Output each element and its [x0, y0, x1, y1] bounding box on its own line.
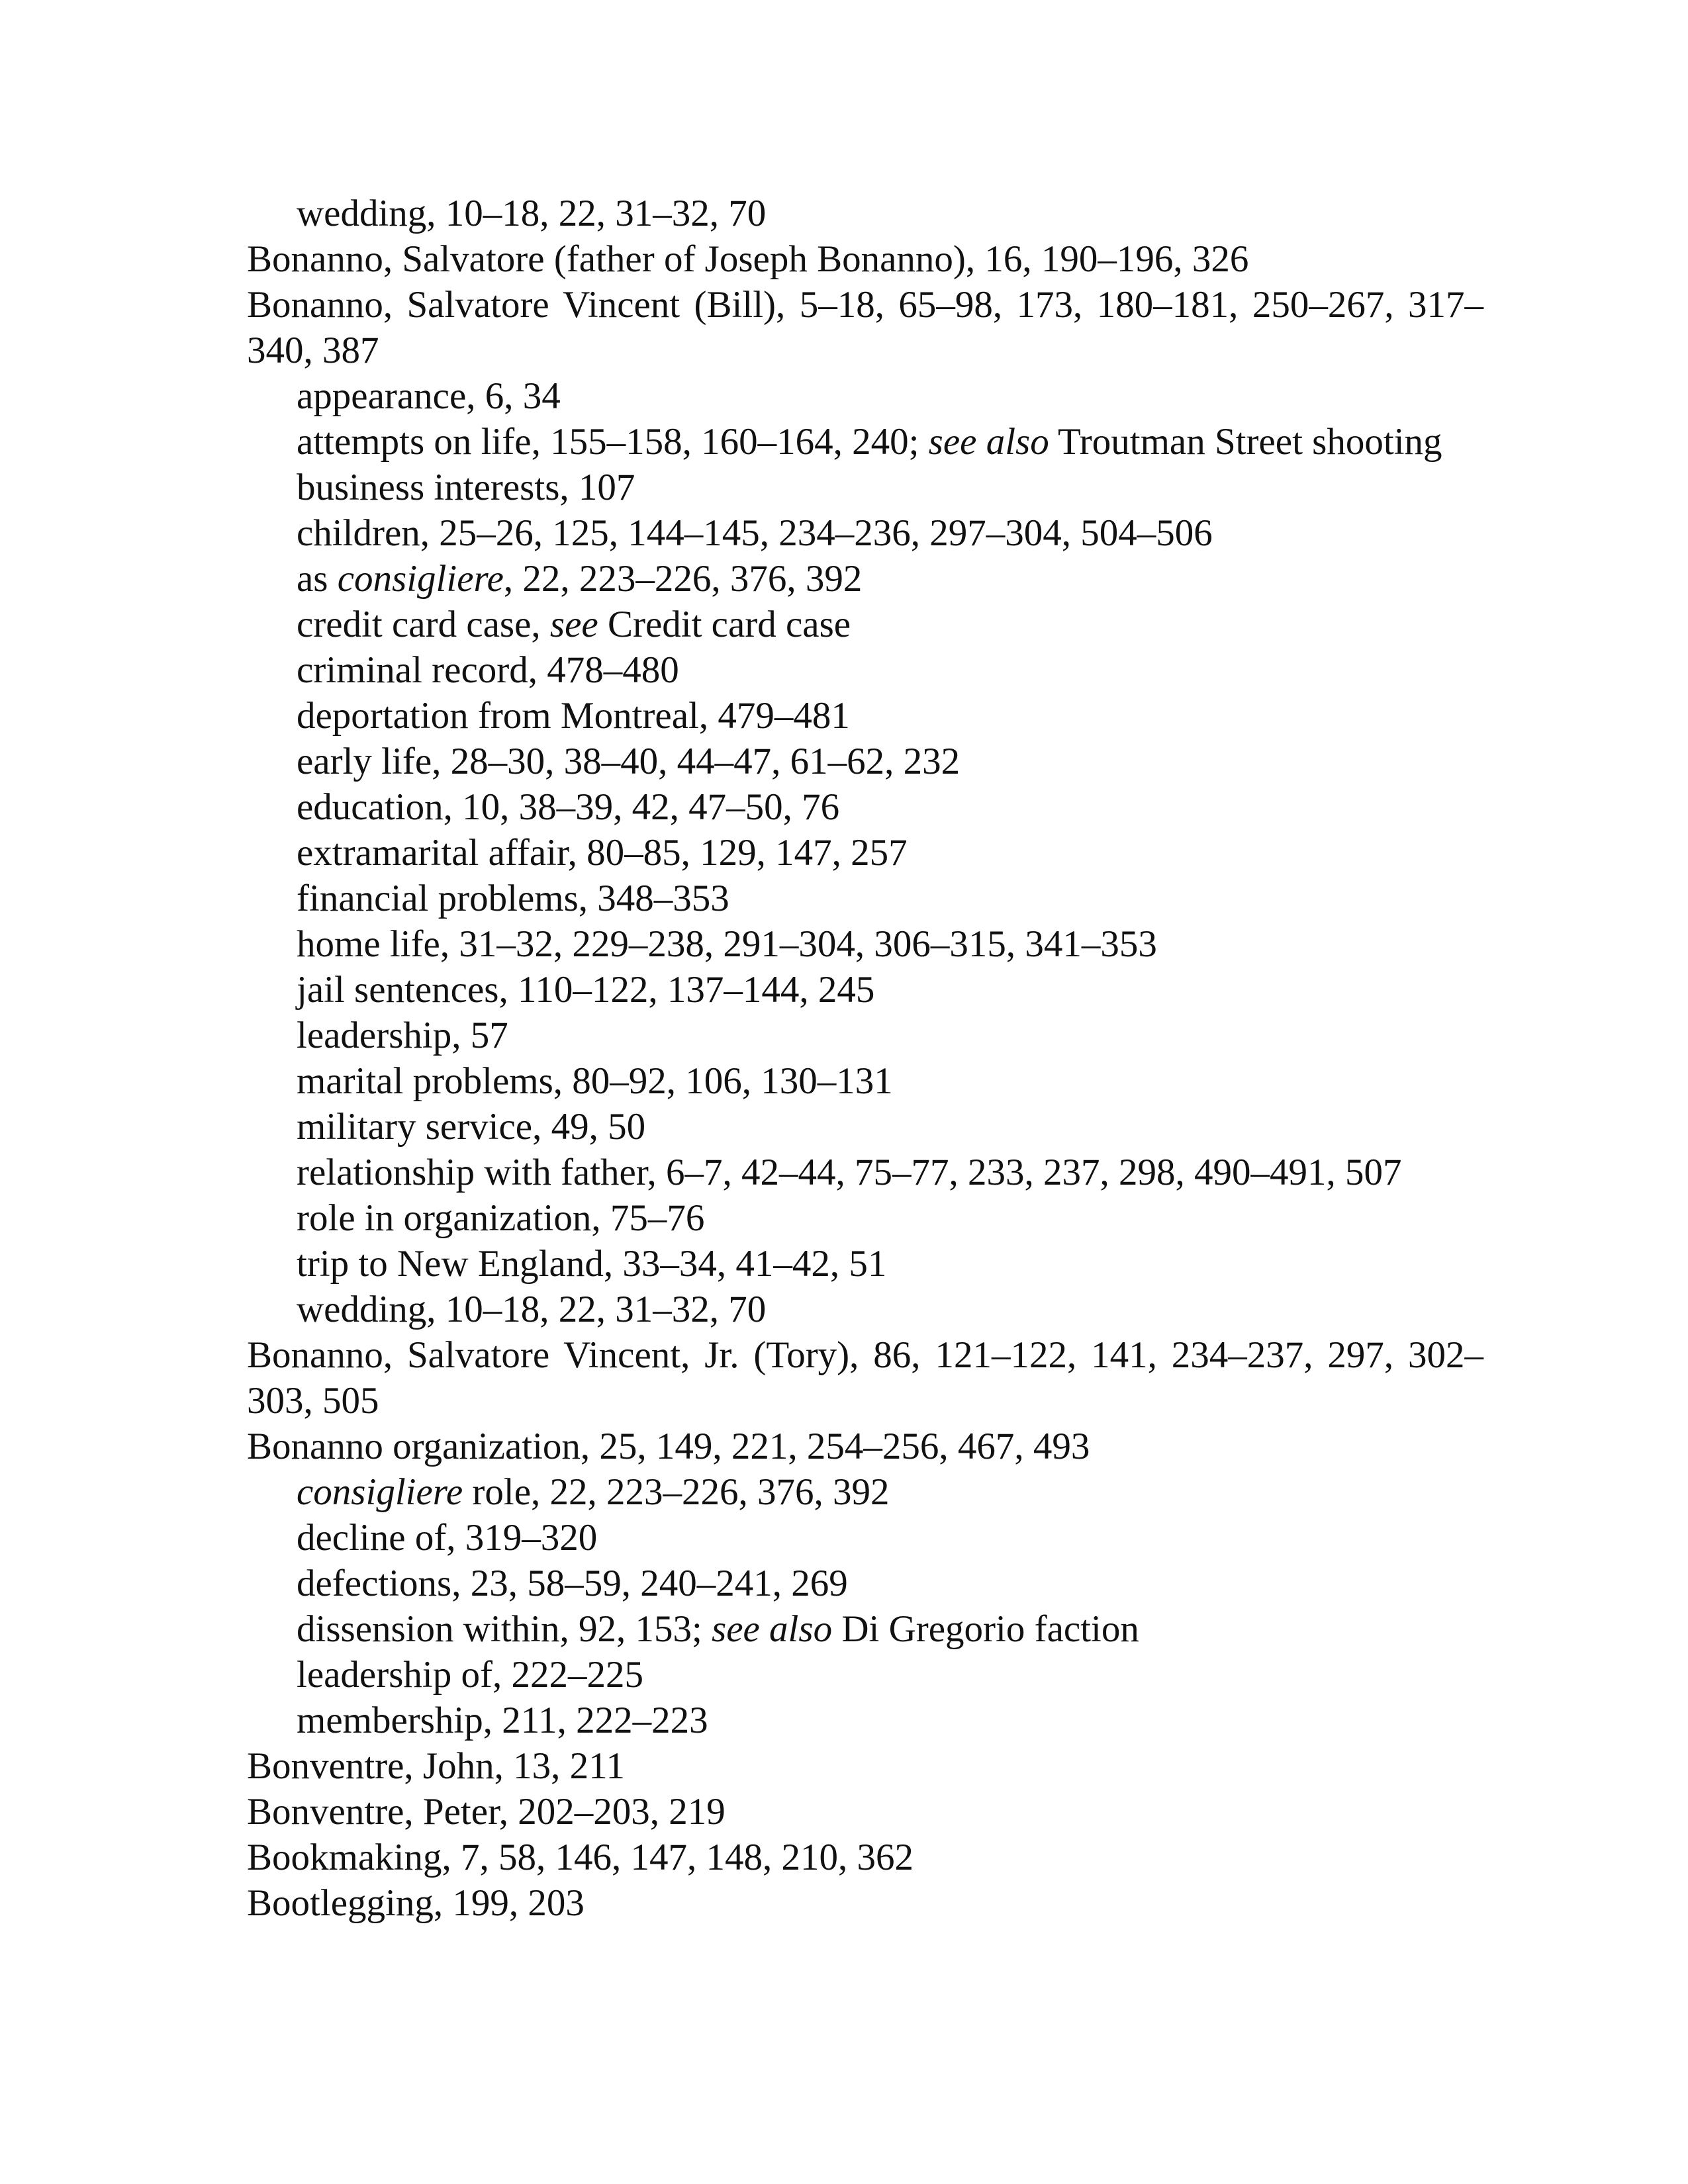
index-entry-text: education, 10, 38–39, 42, 47–50, 76	[297, 786, 840, 828]
index-subentry	[247, 191, 1483, 236]
index-entry-italic-text: consigliere	[337, 558, 504, 600]
index-entry-text: Bonanno, Salvatore Vincent, Jr. (Tory), 86, 121–122, 141, 234–237, 297, 302–303, 505	[247, 1334, 1483, 1422]
index-subentry	[247, 1561, 1483, 1606]
index-entry-text: role in organization, 75–76	[297, 1197, 705, 1239]
index-subentry	[247, 967, 1483, 1013]
index-entry-text: jail sentences, 110–122, 137–144, 245	[297, 969, 875, 1011]
index-subentry	[247, 1241, 1483, 1287]
index-entry-text: appearance, 6, 34	[297, 375, 561, 417]
index-entry-text: leadership of, 222–225	[297, 1654, 643, 1696]
index-entry-text: early life, 28–30, 38–40, 44–47, 61–62, 232	[297, 741, 961, 782]
index-entry-text: extramarital affair, 80–85, 129, 147, 257	[297, 832, 908, 874]
index-entry-text: Bookmaking, 7, 58, 146, 147, 148, 210, 362	[247, 1837, 914, 1878]
index-entry-text: wedding, 10–18, 22, 31–32, 70	[297, 193, 767, 234]
index-entry-italic-text: see	[549, 604, 598, 645]
index-subentry	[247, 1150, 1483, 1195]
index-entry-italic-text: see also	[712, 1608, 833, 1650]
index-subentry	[247, 1104, 1483, 1150]
index-subentry	[247, 830, 1483, 876]
index-subentry	[247, 784, 1483, 830]
index-subentry	[247, 1287, 1483, 1332]
index-entry-text: wedding, 10–18, 22, 31–32, 70	[297, 1289, 767, 1330]
index-entry-text: defections, 23, 58–59, 240–241, 269	[297, 1563, 848, 1604]
index-entry-text: as	[297, 558, 338, 600]
index-entry-text: attempts on life, 155–158, 160–164, 240;	[297, 421, 929, 463]
index-subentry	[247, 876, 1483, 921]
index-entry-text: financial problems, 348–353	[297, 878, 729, 919]
index-entry-text: Bonanno, Salvatore Vincent (Bill), 5–18, 65–98, 173, 180–181, 250–267, 317–340, 387	[247, 284, 1483, 371]
index-entry-text: membership, 211, 222–223	[297, 1700, 708, 1741]
index-entry-text: decline of, 319–320	[297, 1517, 598, 1559]
index-entry-text: home life, 31–32, 229–238, 291–304, 306–315, 341–353	[297, 923, 1157, 965]
index-main-entry	[247, 1332, 1483, 1424]
index-main-entry	[247, 1880, 1483, 1926]
index-entry-italic-text: consigliere	[297, 1471, 463, 1513]
index-entry-text: criminal record, 478–480	[297, 649, 679, 691]
index-entry-text: Bonanno organization, 25, 149, 221, 254–256, 467, 493	[247, 1426, 1090, 1467]
index-entry-text: dissension within, 92, 153;	[297, 1608, 712, 1650]
index-entry-text: , 22, 223–226, 376, 392	[503, 558, 863, 600]
index-entry-text: credit card case,	[297, 604, 550, 645]
index-subentry	[247, 1469, 1483, 1515]
index-entry-text: relationship with father, 6–7, 42–44, 75–77, 233, 237, 298, 490–491, 507	[297, 1152, 1402, 1193]
index-main-entry	[247, 1424, 1483, 1469]
index-entry-text: leadership, 57	[297, 1015, 508, 1056]
index-entry-text: role, 22, 223–226, 376, 392	[463, 1471, 890, 1513]
index-subentry	[247, 1013, 1483, 1058]
index-column	[247, 191, 1483, 1926]
index-entry-text: Troutman Street shooting	[1049, 421, 1442, 463]
index-entry-text: Bonventre, Peter, 202–203, 219	[247, 1791, 726, 1833]
index-entry-text: marital problems, 80–92, 106, 130–131	[297, 1060, 893, 1102]
index-subentry	[247, 739, 1483, 784]
index-entry-text: business interests, 107	[297, 467, 635, 508]
index-entry-text: deportation from Montreal, 479–481	[297, 695, 850, 737]
index-entry-text: children, 25–26, 125, 144–145, 234–236, 297–304, 504–506	[297, 512, 1213, 554]
index-subentry	[247, 1606, 1483, 1652]
index-subentry	[247, 602, 1483, 647]
index-subentry	[247, 556, 1483, 602]
index-main-entry	[247, 1835, 1483, 1880]
index-entry-text: military service, 49, 50	[297, 1106, 646, 1148]
index-subentry	[247, 693, 1483, 739]
index-main-entry	[247, 1743, 1483, 1789]
index-subentry	[247, 465, 1483, 510]
index-subentry	[247, 1652, 1483, 1698]
index-subentry	[247, 647, 1483, 693]
index-subentry	[247, 1195, 1483, 1241]
index-main-entry	[247, 282, 1483, 373]
index-subentry	[247, 1515, 1483, 1561]
index-subentry	[247, 1698, 1483, 1743]
index-entry-text: Bonventre, John, 13, 211	[247, 1745, 626, 1787]
index-entry-text: Credit card case	[598, 604, 851, 645]
index-subentry	[247, 1058, 1483, 1104]
index-entry-text: trip to New England, 33–34, 41–42, 51	[297, 1243, 887, 1285]
index-subentry	[247, 373, 1483, 419]
index-main-entry	[247, 236, 1483, 282]
index-entry-text: Bonanno, Salvatore (father of Joseph Bonanno), 16, 190–196, 326	[247, 238, 1249, 280]
index-main-entry	[247, 1789, 1483, 1835]
index-subentry	[247, 921, 1483, 967]
index-entry-text: Bootlegging, 199, 203	[247, 1882, 585, 1924]
index-entry-italic-text: see also	[928, 421, 1049, 463]
index-subentry	[247, 510, 1483, 556]
index-entry-text: Di Gregorio faction	[832, 1608, 1139, 1650]
index-subentry	[247, 419, 1483, 465]
